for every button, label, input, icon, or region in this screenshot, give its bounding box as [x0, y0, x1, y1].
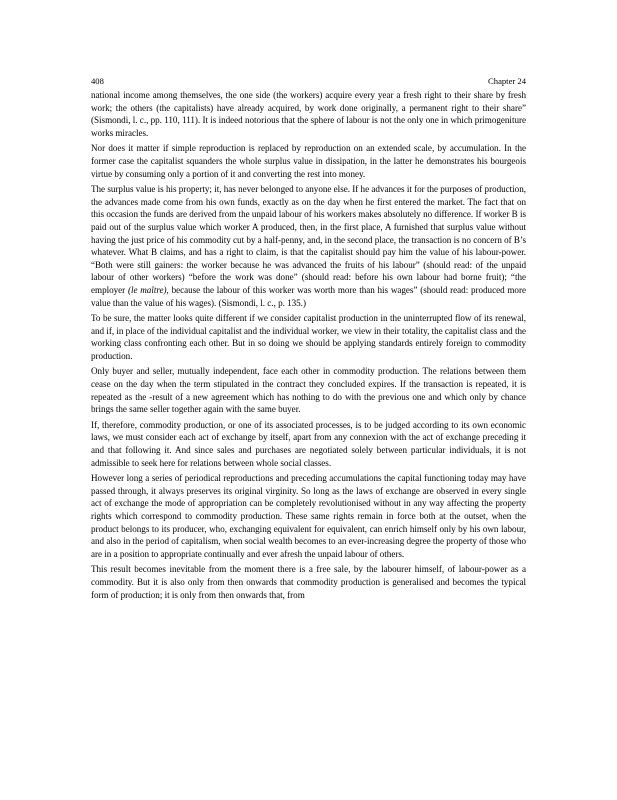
- page-header: [91, 76, 526, 87]
- document-page: [91, 76, 526, 604]
- paragraph-3: [91, 183, 526, 309]
- paragraph-6: If, therefore, commodity production, or one of its associated processes, is to be judged according to its own economic laws, we must consider each act of exchange by itself, apart from any connexion with the act of exchange preceding it and that following it. And since sales and purchases are negotiated solely between particular individuals, it is not admissible to seek here for relations between whole social classes.: [91, 419, 526, 468]
- page-number: 408: [91, 76, 104, 86]
- paragraph-3-text: The surplus value is his property; it, has never belonged to anyone else. If he advances it for the purposes of production, the advances made come from his own funds, exactly as on the day when he first entered the market. The fact that on this occasion the funds are derived from the unpaid labour of his workers makes absolutely no difference. If worker B is paid out of the surplus value which worker A produced, then, in the first place, A furnished that surplus value without having the just price of his commodity cut by a half-penny, and, in the second place, the transaction is no concern of B’s whatever. What B claims, and has a right to claim, is that the capitalist should pay him the value of his labour-power. “Both were still gainers: the worker because he was advanced the fruits of his labour” (should read: of the unpaid labour of other workers) “before the work was done” (should read: before his own labour had borne fruit); “the employer: [91, 184, 526, 295]
- paragraph-3-text-end: because the labour of this worker was worth more than his wages” (should read: produced more value than the value of his wages). (Sismondi, l. c., p. 135.): [91, 284, 526, 308]
- paragraph-7: However long a series of periodical reproductions and preceding accumulations the capital functioning today may have passed through, it always preserves its original virginity. So long as the laws of exchange are observed in every single act of exchange the mode of appropriation can be completely revolutionised without in any way affecting the property rights which correspond to commodity production. These same rights remain in force both at the outset, when the product belongs to its producer, who, exchanging equivalent for equivalent, can enrich himself only by his own labour, and also in the period of capitalism, when social wealth becomes to an ever-increasing degree the property of those who are in a position to appropriate continually and ever afresh the unpaid labour of others.: [91, 473, 526, 559]
- paragraph-8: This result becomes inevitable from the moment there is a free sale, by the labourer himself, of labour-power as a commodity. But it is also only from then onwards that commodity production is generalised and becomes the typical form of production; it is only from then onwards that, from: [91, 564, 526, 600]
- paragraph-3-italic: (le maître),: [127, 284, 169, 295]
- paragraph-2: Nor does it matter if simple reproduction is replaced by reproduction on an extended scale, by accumulation. In the former case the capitalist squanders the whole surplus value in dissipation, in the latter he demonstrates his bourgeois virtue by consuming only a portion of it and converting the rest into money.: [91, 143, 526, 179]
- paragraph-4: To be sure, the matter looks quite different if we consider capitalist production in the uninterrupted flow of its renewal, and if, in place of the individual capitalist and the individual worker, we view in their totality, the capitalist class and the working class confronting each other. But in so doing we should be applying standards entirely foreign to commodity production.: [91, 313, 526, 361]
- chapter-title: Chapter 24: [488, 76, 526, 86]
- paragraph-5: Only buyer and seller, mutually independent, face each other in commodity production. The relations between them cease on the day when the term stipulated in the contract they concluded expires. If the transaction is repeated, it is repeated as the -result of a new agreement which has nothing to do with the previous one and which only by chance brings the same seller together again with the same buyer.: [91, 366, 526, 415]
- paragraph-1: national income among themselves, the one side (the workers) acquire every year a fresh right to their share by fresh work; the others (the capitalists) have already acquired, by work done originally, a permanent right to their share” (Sismondi, l. c., pp. 110, 111). It is indeed notorious that the sphere of labour is not the only one in which primogeniture works miracles.: [91, 90, 526, 138]
